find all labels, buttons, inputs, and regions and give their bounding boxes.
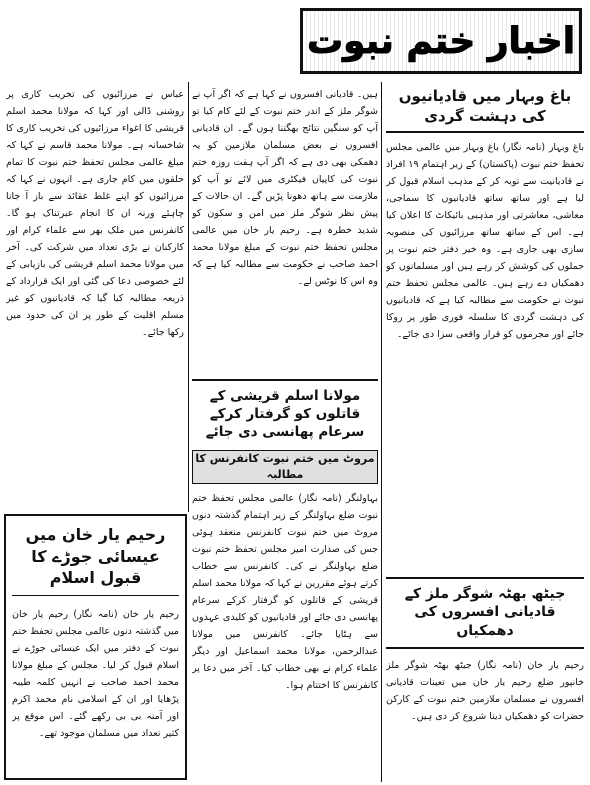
masthead-title: اخبار ختم نبوت <box>306 20 576 62</box>
right-column <box>386 86 584 782</box>
column-rule-right <box>381 82 382 782</box>
middle-bar: مروٹ میں ختم نبوت کانفرنس کا مطالبہ <box>192 450 378 484</box>
left-boxed-story <box>4 514 187 780</box>
masthead <box>300 8 582 74</box>
column-rule-left <box>188 82 189 512</box>
right-headline: باغ وبہار میں قادیانیوں کی دہشت گردی <box>386 86 584 133</box>
left-article-body: عباس نے مرزائیوں کی تخریب کاری پر روشنی ڈالی اور کہا کہ مولانا محمد اسلم قریشی کا اغواء مرزائیوں کی تخریب کاری کا شاخسانہ ہے۔ مولانا محمد قاسم نے کہا کہ مبلغ عالمی مجلس تحفظ ختم نبوت کا تمام حلقوں میں کام جاری ہے۔ انہوں نے کہا کہ مرزائیوں کو اپنے غلط عقائد سے باز آ جانا چاہئے ورنہ ان کا انجام عبرتناک ہو گا۔ کانفرنس میں ملک بھر سے علماء کرام اور کارکنان نے بڑی تعداد میں شرکت کی۔ آخر میں مولانا محمد اسلم قریشی کی بازیابی کے لئے خصوصی دعا کی گئی اور ایک قرارداد کے ذریعہ مطالبہ کیا گیا کہ قادیانیوں کو غیر مسلم اقلیت کے طور پر ان کی حدود میں رکھا جائے۔ <box>6 89 184 338</box>
right-article-body: باغ وبہار (نامہ نگار) باغ وبہار میں عالمی مجلس تحفظ ختم نبوت (پاکستان) کے زیر اہتمام ۱۹ افراد نے قادیانیت سے توبہ کر کے مذہب اسلام قبول کر لیا ہے اور ساتھ ساتھ قادیانیوں کا سماجی، معاشی، معاشرتی اور مذہبی بائیکاٹ کا اعلان کیا ہے۔ اس کے ساتھ ساتھ مرزائیوں کی منصوبہ سازی بھی جاری ہے۔ وہ خیر دفتر ختم نبوت پر حملوں کی کوشش کر رہے ہیں اور مسلمانوں کو دھمکیاں دے رہے ہیں۔ عالمی مجلس تحفظ ختم نبوت نے حکومت سے مطالبہ کیا ہے کہ قادیانیوں کی دہشت گردی کا سلسلہ فوری طور پر روکا جائے اور مجرموں کو قرار واقعی سزا دی جائے۔ <box>386 141 584 340</box>
right-article-body-2: رحیم یار خان (نامہ نگار) جیٹھ بھٹہ شوگر ملز خانپور ضلع رحیم یار خان میں تعینات قادیانی افسروں نے مسلمان ملازمین ختم نبوت کے کارکن حضرات کو دھمکیاں دینا شروع کر دی ہیں۔ <box>386 660 584 723</box>
middle-article-body-2: بہاولنگر (نامہ نگار) عالمی مجلس تحفظ ختم نبوت ضلع بہاولنگر کے زیر اہتمام گذشتہ دنوں مروٹ میں ختم نبوت کانفرنس منعقد ہوئی جس کی صدارت امیر مجلس تحفظ ختم نبوت ضلع بہاولنگر نے کی۔ کانفرنس سے خطاب کرتے ہوئے مقررین نے کہا کہ مولانا محمد اسلم قریشی کے قاتلوں کو گرفتار کرکے سرعام پھانسی دی جائے اور قادیانیوں کو کلیدی عہدوں سے ہٹایا جائے۔ کانفرنس میں مولانا عبدالرحمن، مولانا محمد اسماعیل اور دیگر علماء کرام نے بھی خطاب کیا۔ آخر میں دعا پر کانفرنس کا اختتام ہوا۔ <box>192 492 378 691</box>
middle-article-body: ہیں۔ قادیانی افسروں نے کہا ہے کہ اگر آپ نے شوگر ملز کے اندر ختم نبوت کے لئے کام کیا تو آپ کو سنگین نتائج بھگتنا ہوں گے۔ ان قادیانی افسروں نے بعض مسلمان ملازمین کو یہ دھمکی بھی دی ہے کہ اگر آپ ہفت روزہ ختم نبوت کی کاپیاں فیکٹری میں لائے تو آپ کو ملازمت سے ہاتھ دھونا پڑیں گے۔ ان حالات کے پیش نظر شوگر ملز میں امن و سکون کو شدید خطرہ ہے۔ رحیم یار خان میں عالمی مجلس تحفظ ختم نبوت کے مبلغ مولانا محمد احمد صاحب نے حکومت سے مطالبہ کیا ہے کہ وہ اس کا نوٹس لے۔ <box>192 89 378 287</box>
box-body: رحیم یار خان (نامہ نگار) رحیم یار خان میں گذشتہ دنوں عالمی مجلس تحفظ ختم نبوت کے دفتر میں ایک عیسائی جوڑے نے اسلام قبول کر لیا۔ مجلس کے مبلغ مولانا محمد احمد صاحب نے انہیں کلمہ طیبہ پڑھایا اور ان کے اسلامی نام محمد اکرم اور آمنہ بی بی رکھے گئے۔ اس موقع پر کثیر تعداد میں مسلمان موجود تھے۔ <box>12 608 179 739</box>
left-column <box>6 86 184 506</box>
middle-headline: مولانا اسلم قریشی کے قاتلوں کو گرفتار کرکے سرعام پھانسی دی جائے <box>192 379 378 446</box>
right-subhead: جیٹھ بھٹہ شوگر ملز کے قادیانی افسروں کی دھمکیاں <box>386 577 584 650</box>
box-headline: رحیم یار خان میں عیسائی جوڑے کا قبول اسلام <box>12 524 179 596</box>
middle-column <box>192 86 378 782</box>
